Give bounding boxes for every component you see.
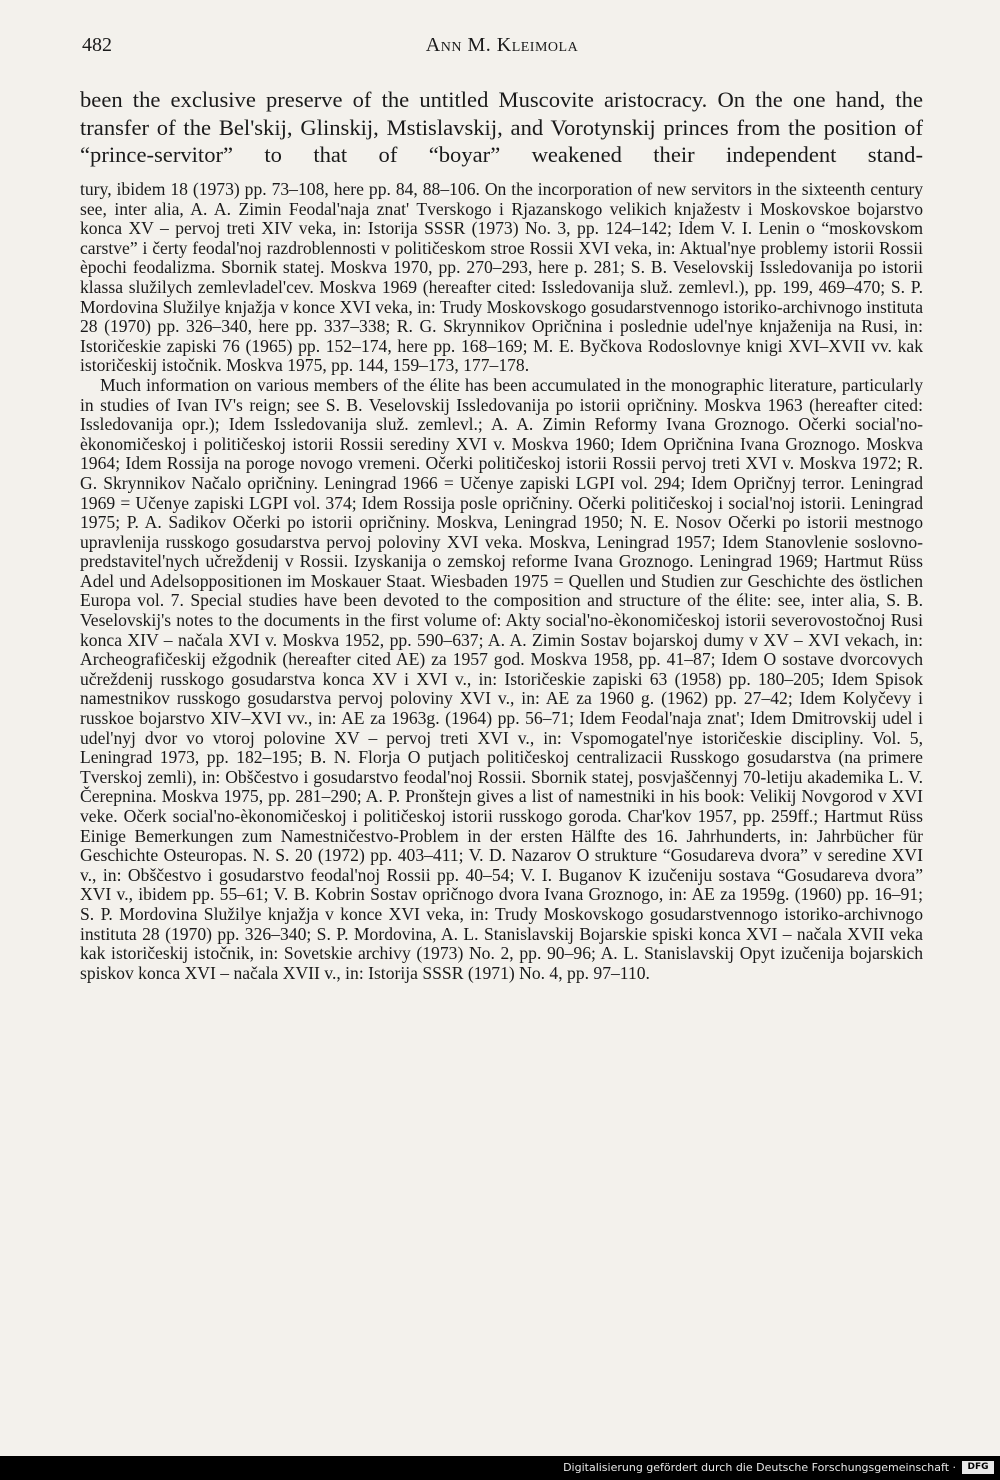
footnote-paragraph: Much information on various members of the élite has been accumulated in the monographic literature, particularly in studies of Ivan IV's reign; see S. B. Veselovskij Issledovanija po istorii opričniny. Moskva 1963 (hereafter cited: Issledovanija opr.); Idem Issledovanija služ. zemlevl.; A. A. Zimin Reformy Ivana Groznogo. Očerki social'no-èkonomičeskoj i političeskoj istorii Rossii serediny XVI v. Moskva 1960; Idem Opričnina Ivana Groznogo. Moskva 1964; Idem Rossija na poroge novogo vremeni. Očerki političeskoj istorii Rossii pervoj treti XVI v. Moskva 1972; R. G. Skrynnikov Načalo opričniny. Leningrad 1966 = Učenye zapiski LGPI vol. 294; Idem Opričnyj terror. Leningrad 1969 = Učenye zapiski LGPI vol. 374; Idem Rossija posle opričniny. Očerki političeskoj i social'noj istorii. Leningrad 1975; P. A. Sadikov Očerki po istorii opričniny. Moskva, Leningrad 1950; N. E. Nosov Očerki po istorii mestnogo upravlenija russkogo gosudarstva pervoj poloviny XVI veka. Moskva, Leningrad 1957; Idem Stanovlenie soslovno-predstavitel'nych učreždenij v Rossii. Izyskanija o zemskoj reforme Ivana Groznogo. Leningrad 1969; Hartmut Rüss Adel und Adelsoppositionen im Moskauer Staat. Wiesbaden 1975 = Quellen und Studien zur Geschichte des östlichen Europa vol. 7. Special studies have been devoted to the composition and structure of the élite: see, inter alia, S. B. Veselovskij's notes to the documents in the first volume of: Akty social'no-èkonomičeskoj istorii severovostočnoj Rusi konca XIV – načala XVI v. Moskva 1952, pp. 590–637; A. A. Zimin Sostav bojarskoj dumy v XV – XVI vekach, in: Archeografičeskij ežgodnik (hereafter cited AE) za 1957 god. Moskva 1958, pp. 41–87; Idem O sostave dvorcovych učreždenij russkogo gosudarstva konca XV i XVI v., in: Istoričeskie zapiski 63 (1958) pp. 180–205; Idem Spisok namestnikov russkogo gosudarstva pervoj poloviny XVI v., in: AE za 1960 g. (1962) pp. 27–42; Idem Kolyčevy i russkoe bojarstvo XIV–XVI vv., in: AE za 1963g. (1964) pp. 56–71; Idem Feodal'naja znat'; Idem Dmitrovskij udel i udel'nyj dvor vo vtoroj polovine XV – pervoj treti XVI v., in: Vspomogatel'nye istoričeskie discipliny. Vol. 5, Leningrad 1973, pp. 182–195; B. N. Florja O putjach političeskoj centralizacii Russkogo gosudarstva (na primere Tverskoj zemli), in: Obščestvo i gosudarstvo feodal'noj Rossii. Sbornik statej, posvjaščennyj 70-letiju akademika L. V. Čerepnina. Moskva 1975, pp. 281–290; A. P. Pronštejn gives a list of namestniki in his book: Velikij Novgorod v XVI veke. Očerk social'no-èkonomičeskoj i političeskoj istorii russkogo goroda. Char'kov 1957, pp. 259ff.; Hartmut Rüss Einige Bemerkungen zum Namestničestvo-Problem in der ersten Hälfte des 16. Jahrhunderts, in: Jahrbücher für Geschichte Osteuropas. N. S. 20 (1972) pp. 403–411; V. D. Nazarov O strukture “Gosudareva dvora” v seredine XVI v., in: Obščestvo i gosudarstvo feodal'noj Rossii pp. 40–54; V. I. Buganov K izučeniju sostava “Gosudareva dvora” XVI v., ibidem pp. 55–61; V. B. Kobrin Sostav opričnogo dvora Ivana Groznogo, in: AE za 1959g. (1960) pp. 16–91; S. P. Mordovina Služilye knjažja v konce XVI veka, in: Trudy Moskovskogo gosudarstvennogo istoriko-archivnogo instituta 28 (1970) pp. 326–340; S. P. Mordovina, A. L. Stanislavskij Bojarskie spiski konca XVI – načala XVII veka kak istoričeskij istočnik, in: Sovetskie archivy (1973) No. 2, pp. 90–96; A. L. Stanislavskij Opyt izučenija bojarskich spiskov konca XVI – načala XVII v., in: Istorija SSSR (1971) No. 4, pp. 97–110. [80, 374, 923, 983]
footer-credit: Digitalisierung gefördert durch die Deutsche Forschungsgemeinschaft · [563, 1461, 956, 1474]
body-paragraph: been the exclusive preserve of the untitled Muscovite aristocracy. On the one hand, the transfer of the Bel'skij, Glinskij, Mstislavskij, and Vorotynskij princes from the position of “prince-servitor” to that of “boyar” weakened their independent stand- [80, 87, 923, 167]
page-number: 482 [82, 34, 112, 56]
running-head: Ann M. Kleimola [425, 34, 579, 56]
page-header [82, 34, 922, 62]
dfg-logo: DFG [962, 1461, 994, 1474]
footnote-continuation: tury, ibidem 18 (1973) pp. 73–108, here pp. 84, 88–106. On the incorporation of new servitors in the sixteenth century see, inter alia, A. A. Zimin Feodal'naja znat' Tverskogo i Rjazanskogo velikich knjažestv i Moskovskoe bojarstvo konca XV – pervoj treti XIV veka, in: Istorija SSSR (1973) No. 3, pp. 124–142; Idem V. I. Lenin o “moskovskom carstve” i čerty feodal'noj razdroblennosti v političeskom stroe Rossii XVI veka, in: Aktual'nye problemy istorii Rossii èpochi feodalizma. Sbornik statej. Moskva 1970, pp. 270–293, here p. 281; S. B. Veselovskij Issledovanija po istorii klassa služilych zemlevladel'cev. Moskva 1969 (hereafter cited: Issledovanija služ. zemlevl.), pp. 199, 469–470; S. P. Mordovina Služilye knjažja v konce XVI veka, in: Trudy Moskovskogo gosudarstvennogo istoriko-archivnogo instituta 28 (1970) pp. 326–340, here pp. 337–338; R. G. Skrynnikov Opričnina i poslednie udel'nye knjaženija na Rusi, in: Istoričeskie zapiski 76 (1965) pp. 152–174, here pp. 168–169; M. E. Byčkova Rodoslovnye knigi XVI–XVII vv. kak istoričeskij istočnik. Moskva 1975, pp. 144, 159–173, 177–178. [80, 179, 923, 376]
footnotes [80, 180, 923, 983]
digitization-footer [0, 1456, 1000, 1480]
